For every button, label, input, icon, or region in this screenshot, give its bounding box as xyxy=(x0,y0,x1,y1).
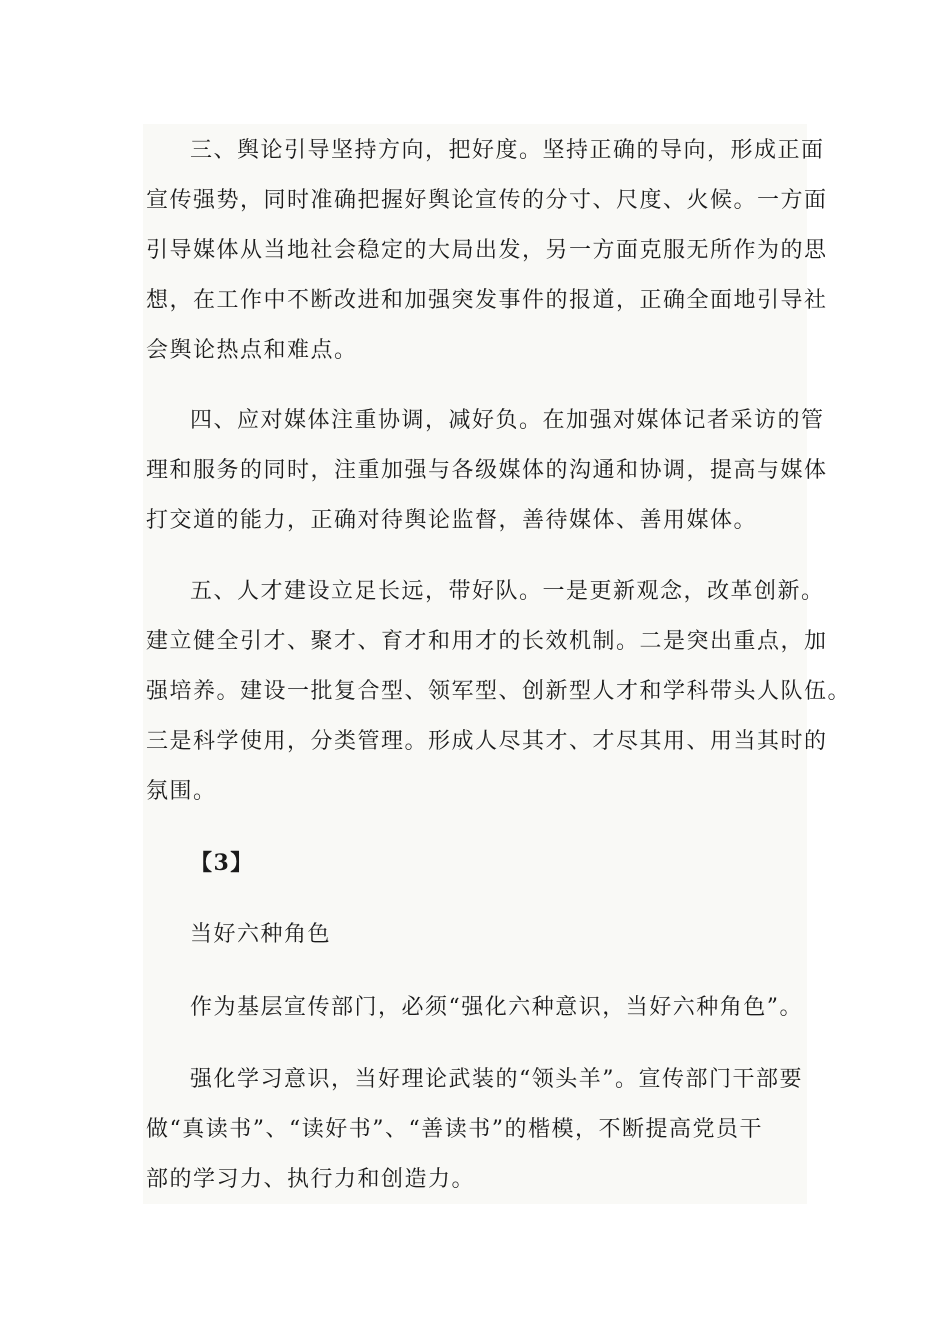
paragraph-line: 四、应对媒体注重协调，减好负。在加强对媒体记者采访的管 xyxy=(190,408,825,433)
paragraph-line: 做“真读书”、“读好书”、“善读书”的楷模，不断提高党员干 xyxy=(146,1117,763,1142)
paragraph-line: 引导媒体从当地社会稳定的大局出发，另一方面克服无所作为的思 xyxy=(146,238,828,263)
paragraph-line: 五、人才建设立足长远，带好队。一是更新观念，改革创新。 xyxy=(190,579,825,604)
paragraph-line: 作为基层宣传部门，必须“强化六种意识，当好六种角色”。 xyxy=(190,995,803,1020)
subtitle-text: 当好六种角色 xyxy=(190,922,332,947)
paragraph-line: 想，在工作中不断改进和加强突发事件的报道，正确全面地引导社 xyxy=(146,288,828,313)
paragraph-line: 会舆论热点和难点。 xyxy=(146,338,358,363)
subtitle xyxy=(146,910,806,960)
paragraph-line: 打交道的能力，正确对待舆论监督，善待媒体、善用媒体。 xyxy=(146,508,758,533)
paragraph-line: 宣传强势，同时准确把握好舆论宣传的分寸、尺度、火候。一方面 xyxy=(146,188,828,213)
section-marker-text: 【3】 xyxy=(190,850,254,876)
paragraph-line: 建立健全引才、聚才、育才和用才的长效机制。二是突出重点，加 xyxy=(146,629,828,654)
paragraph-3 xyxy=(146,126,828,376)
paragraph-line: 强化学习意识，当好理论武装的“领头羊”。宣传部门干部要 xyxy=(190,1067,803,1092)
paragraph-line: 氛围。 xyxy=(146,779,217,804)
paragraph-line: 三是科学使用，分类管理。形成人尽其才、才尽其用、用当其时的 xyxy=(146,729,828,754)
paragraph-4 xyxy=(146,396,828,546)
intro-paragraph xyxy=(146,983,806,1033)
paragraph-line: 强培养。建设一批复合型、领军型、创新型人才和学科带头人队伍。 xyxy=(146,679,852,704)
paragraph-line: 部的学习力、执行力和创造力。 xyxy=(146,1167,476,1192)
paragraph-line: 理和服务的同时，注重加强与各级媒体的沟通和协调，提高与媒体 xyxy=(146,458,828,483)
paragraph-5 xyxy=(146,567,852,817)
section-marker xyxy=(146,838,806,888)
paragraph-line: 三、舆论引导坚持方向，把好度。坚持正确的导向，形成正面 xyxy=(190,138,825,163)
paragraph-study xyxy=(146,1055,806,1205)
